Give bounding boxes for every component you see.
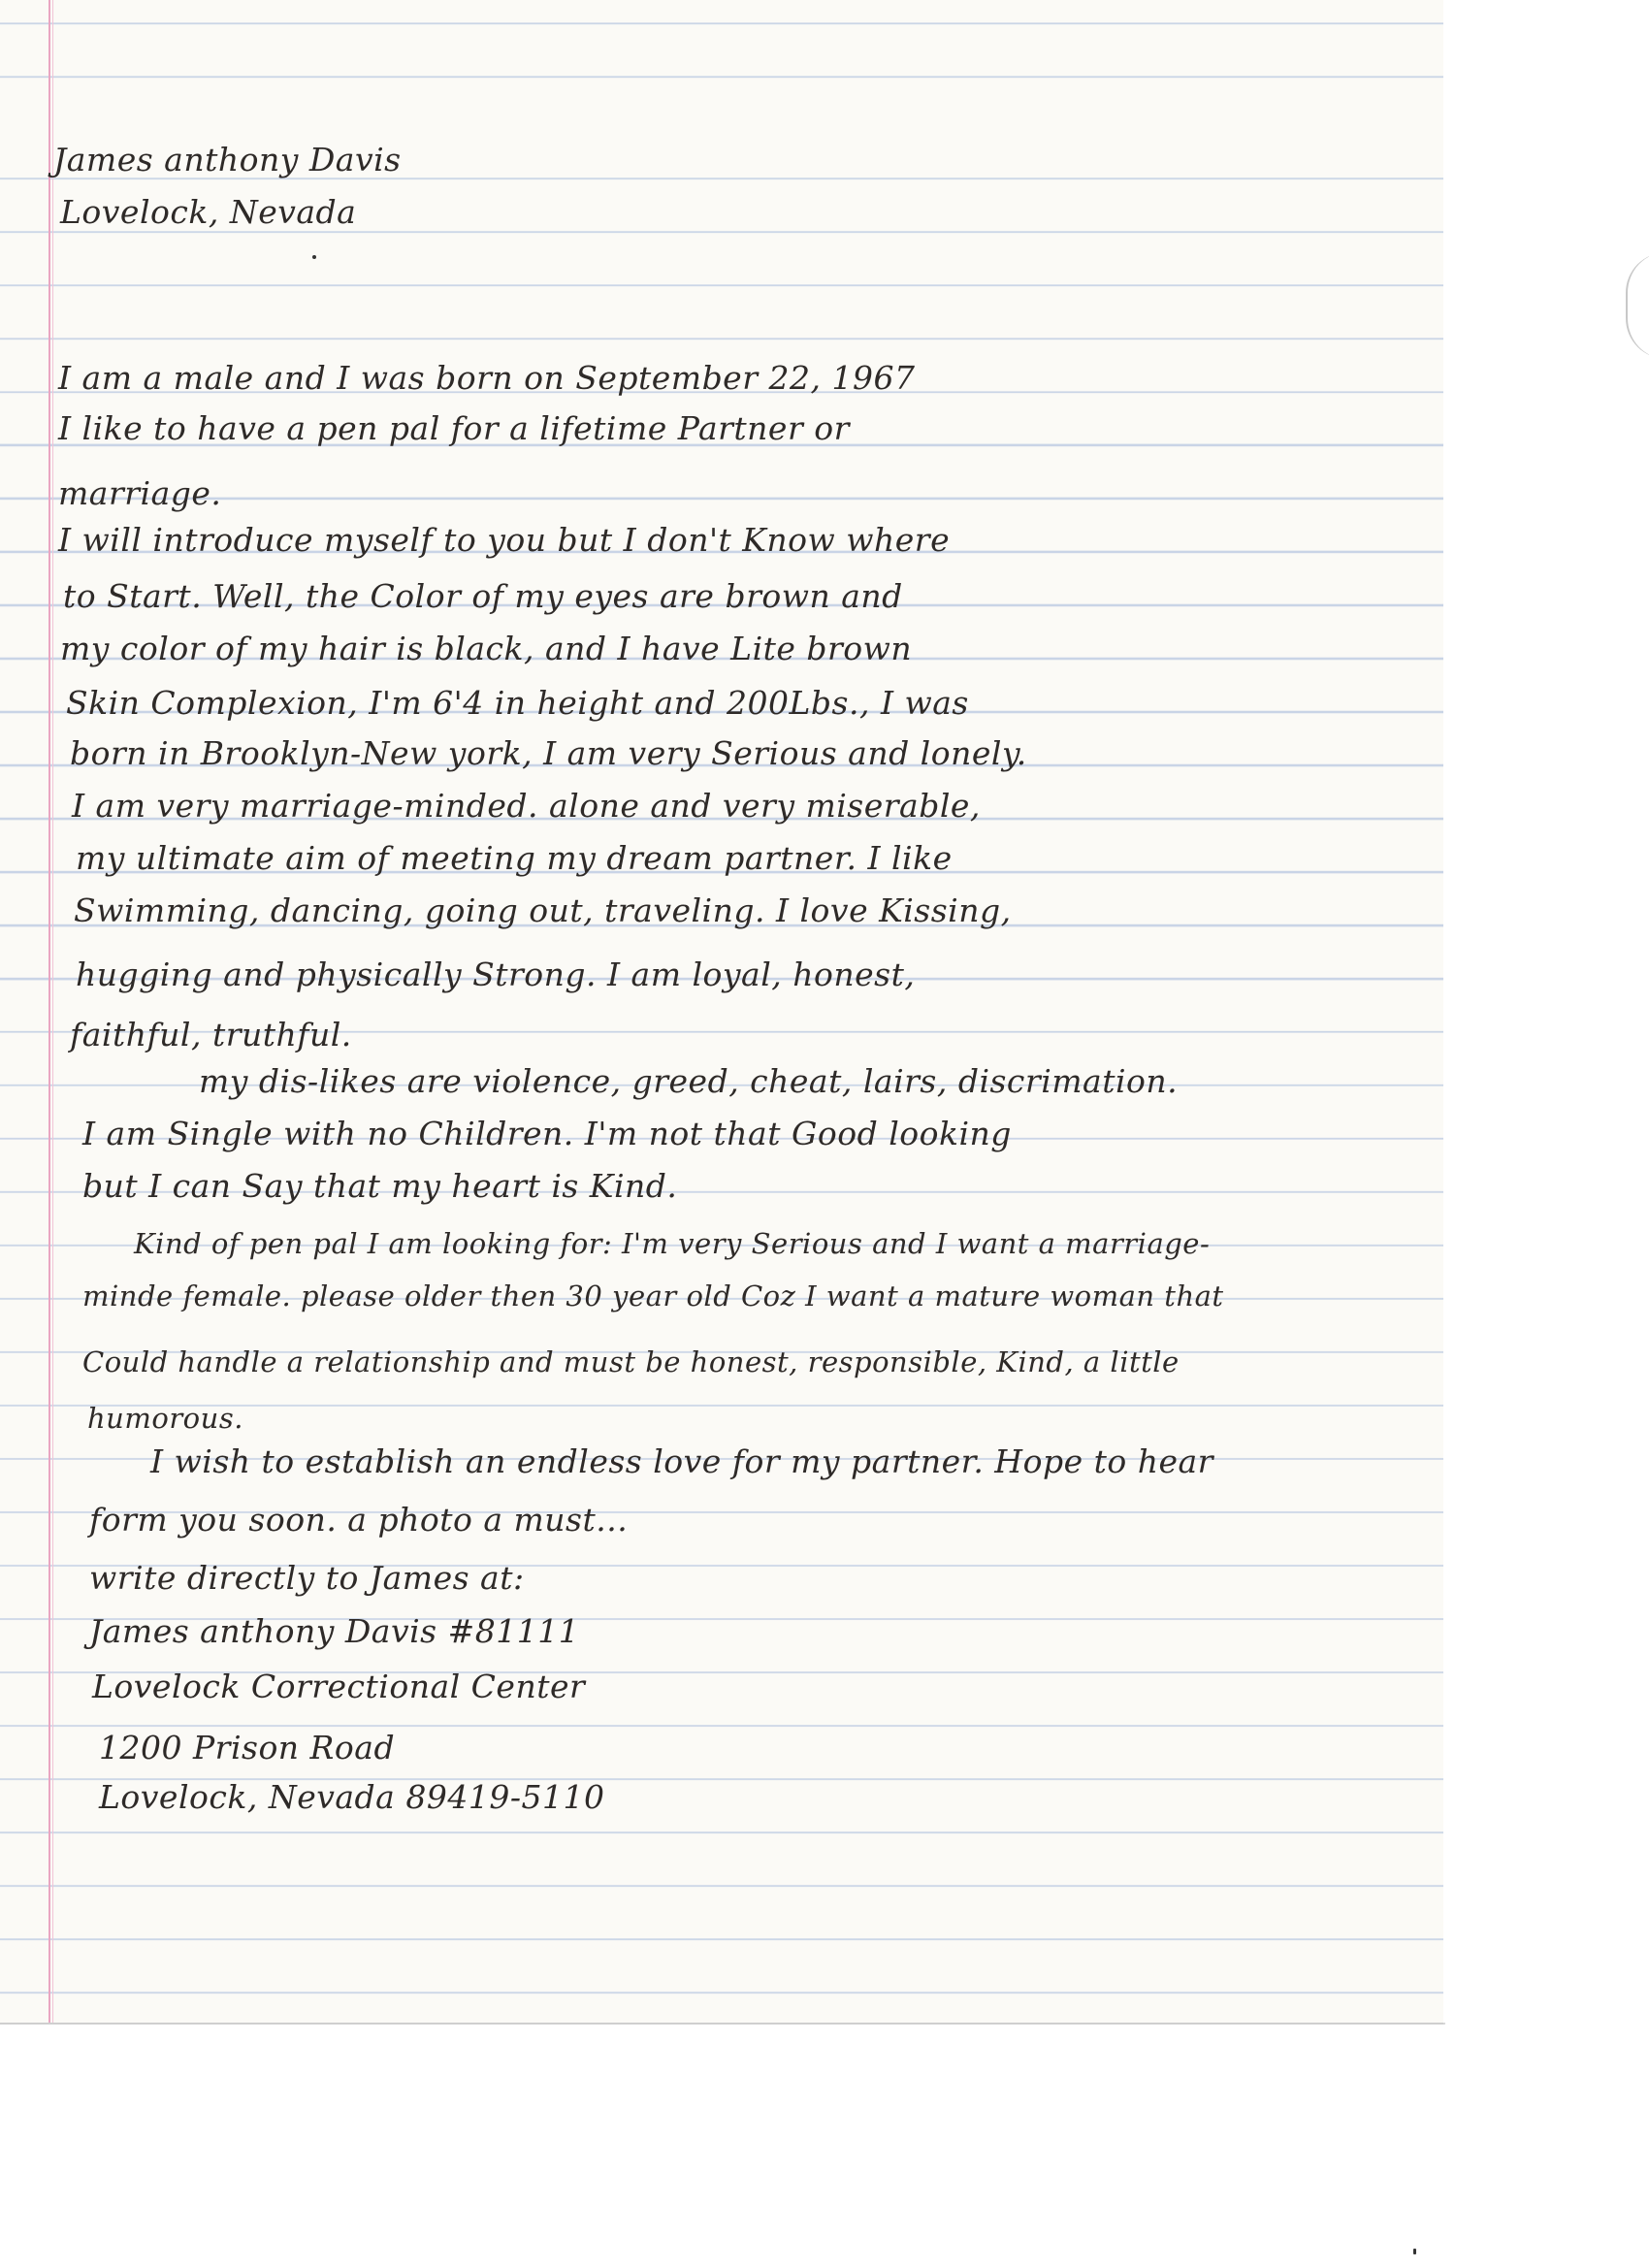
letter-line: I am a male and I was born on September 22, 1967 bbox=[58, 359, 916, 397]
letter-line: to Start. Well, the Color of my eyes are brown and bbox=[63, 577, 903, 615]
letter-line: born in Brooklyn-New york, I am very Serious and lonely. bbox=[70, 734, 1027, 772]
margin-line-inner bbox=[52, 0, 53, 2023]
letter-line: I am very marriage-minded. alone and very miserable, bbox=[72, 787, 981, 825]
letter-line: I will introduce myself to you but I don't Know where bbox=[58, 521, 951, 559]
letter-line: I like to have a pen pal for a lifetime Partner or bbox=[58, 409, 850, 447]
letter-line: minde female. please older then 30 year old Coz I want a mature woman that bbox=[82, 1280, 1224, 1312]
letter-line: form you soon. a photo a must... bbox=[89, 1501, 629, 1539]
letter-line: I wish to establish an endless love for my partner. Hope to hear bbox=[150, 1442, 1213, 1480]
address-street: 1200 Prison Road bbox=[99, 1729, 396, 1766]
scan-background-bottom bbox=[0, 2025, 1649, 2268]
letter-line: marriage. bbox=[58, 474, 222, 512]
letter-line: I am Single with no Children. I'm not that Good looking bbox=[82, 1115, 1012, 1152]
letter-line: Swimming, dancing, going out, traveling. I love Kissing, bbox=[74, 891, 1012, 929]
address-city: Lovelock, Nevada 89419-5110 bbox=[99, 1778, 605, 1816]
header-name: James anthony Davis bbox=[53, 141, 402, 178]
margin-line bbox=[48, 0, 50, 2023]
address-institution: Lovelock Correctional Center bbox=[92, 1668, 586, 1705]
letter-line: faithful, truthful. bbox=[70, 1016, 352, 1053]
scan-speck bbox=[1413, 2249, 1416, 2254]
letter-line: my color of my hair is black, and I have Lite brown bbox=[60, 630, 913, 667]
header-location: Lovelock, Nevada bbox=[60, 193, 357, 231]
scan-background-right bbox=[1443, 0, 1649, 2023]
address-name: James anthony Davis #81111 bbox=[89, 1612, 580, 1650]
ink-speck bbox=[312, 255, 316, 259]
letter-line: Skin Complexion, I'm 6'4 in height and 200Lbs., I was bbox=[66, 684, 969, 722]
letter-line: write directly to James at: bbox=[89, 1559, 525, 1597]
letter-line: Could handle a relationship and must be honest, responsible, Kind, a little bbox=[82, 1345, 1180, 1378]
letter-line: but I can Say that my heart is Kind. bbox=[82, 1167, 678, 1205]
letter-line: my dis-likes are violence, greed, cheat, lairs, discrimation. bbox=[199, 1062, 1179, 1100]
letter-line: humorous. bbox=[87, 1402, 243, 1435]
letter-line: hugging and physically Strong. I am loyal, honest, bbox=[76, 956, 916, 993]
letter-line: Kind of pen pal I am looking for: I'm very Serious and I want a marriage- bbox=[134, 1227, 1211, 1260]
letter-line: my ultimate aim of meeting my dream partner. I like bbox=[76, 839, 953, 877]
